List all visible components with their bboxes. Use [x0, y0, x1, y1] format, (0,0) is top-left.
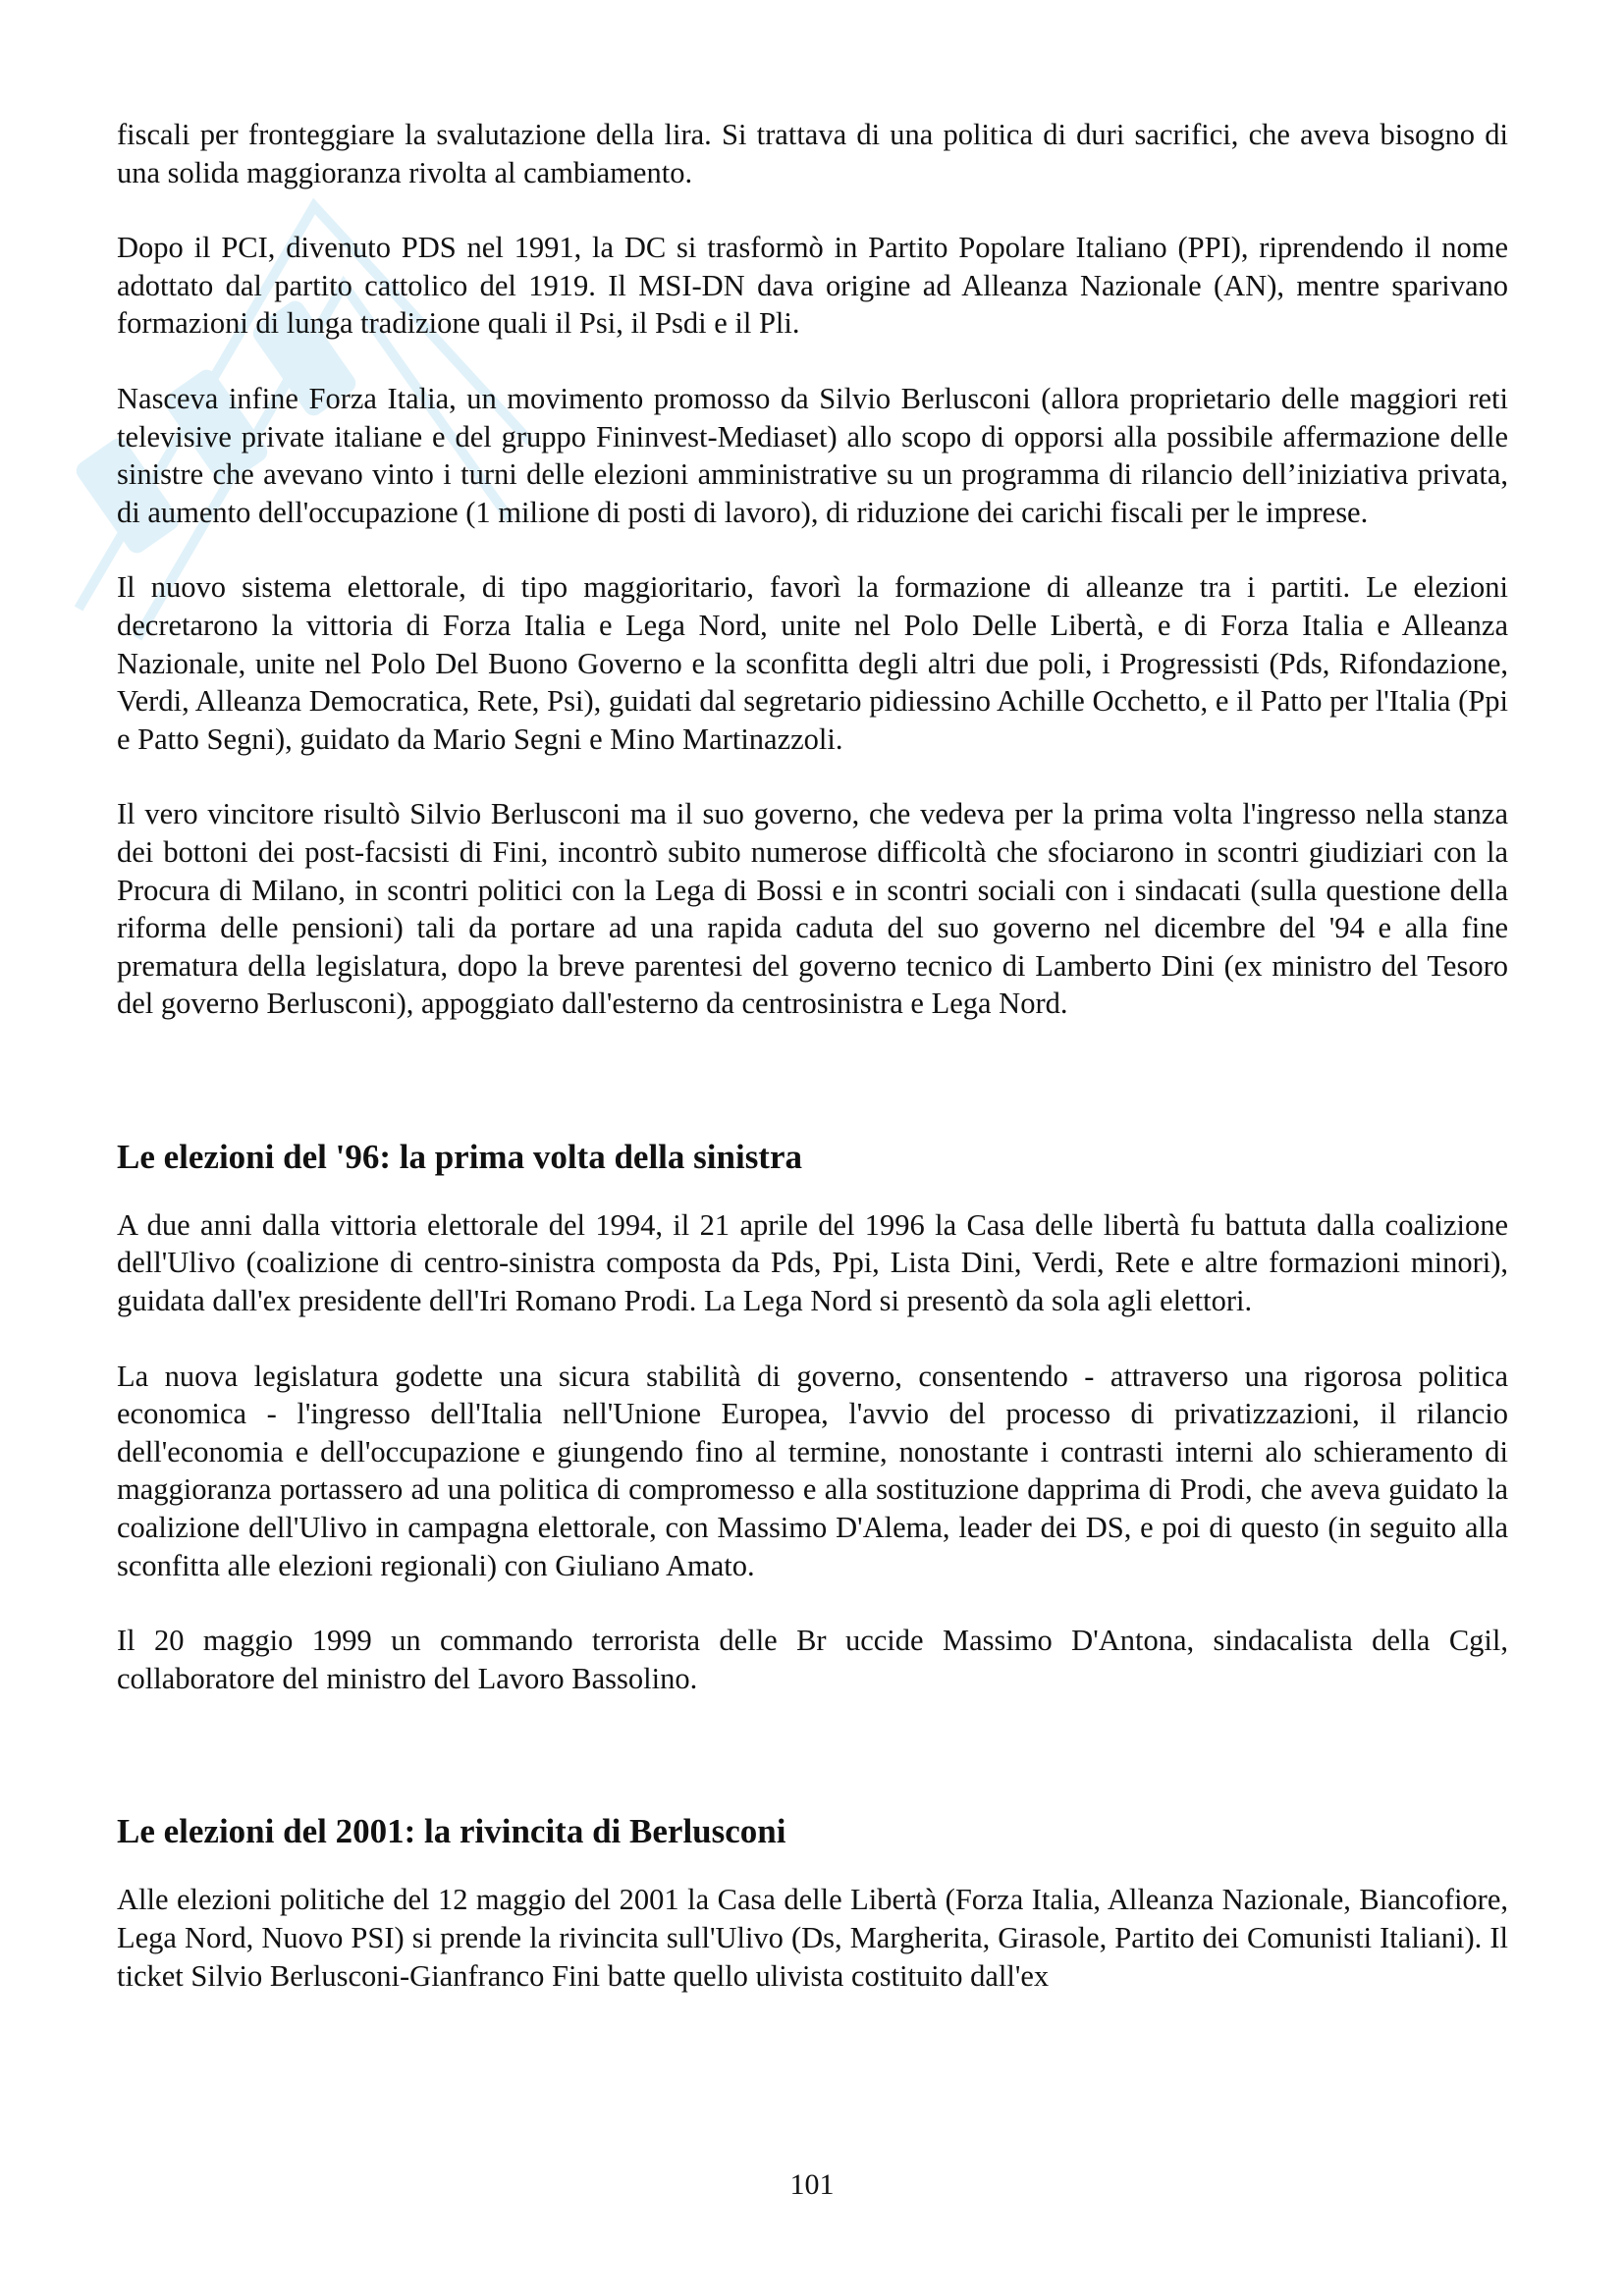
paragraph: Il vero vincitore risultò Silvio Berlusconi ma il suo governo, che vedeva per la prima volta l'ingresso nella stanza dei bottoni dei post-facsisti di Fini, incontrò subito numerose difficoltà che sfociarono in scontri giudiziari con la Procura di Milano, in scontri politici con la Lega di Bossi e in scontri sociali con i sindacati (sulla questione della riforma delle pensioni) tali da portare ad una rapida caduta del suo governo nel dicembre del '94 e alla fine prematura della legislatura, dopo la breve parentesi del governo tecnico di Lamberto Dini (ex ministro del Tesoro del governo Berlusconi), appoggiato dall'esterno da centrosinistra e Lega Nord.: [117, 797, 1508, 1021]
paragraph: Nasceva infine Forza Italia, un movimento promosso da Silvio Berlusconi (allora proprietario delle maggiori reti televisive private italiane e del gruppo Fininvest-Mediaset) allo scopo di opporsi alla possibile affermazione delle sinistre che avevano vinto i turni delle elezioni amministrative su un programma di rilancio dell’iniziativa privata, di aumento dell'occupazione (1 milione di posti di lavoro), di riduzione dei carichi fiscali per le imprese.: [117, 381, 1508, 529]
paragraph: La nuova legislatura godette una sicura stabilità di governo, consentendo - attraverso una rigorosa politica economica - l'ingresso dell'Italia nell'Unione Europea, l'avvio del processo di privatizzazioni, il rilancio dell'economia e dell'occupazione e giungendo fino al termine, nonostante i contrasti interni alo schieramento di maggioranza portassero ad una politica di compromesso e alla sostituzione dapprima di Prodi, che aveva guidato la coalizione dell'Ulivo in campagna elettorale, con Massimo D'Alema, leader dei DS, e poi di questo (in seguito alla sconfitta alle elezioni regionali) con Giuliano Amato.: [117, 1359, 1508, 1582]
page-number: 101: [789, 2168, 835, 2201]
paragraph: Il nuovo sistema elettorale, di tipo maggioritario, favorì la formazione di alleanze tra i partiti. Le elezioni decretarono la vittoria di Forza Italia e Lega Nord, unite nel Polo Delle Libertà, e di Forza Italia e Alleanza Nazionale, unite nel Polo Del Buono Governo e la sconfitta degli altri due poli, i Progressisti (Pds, Rifondazione, Verdi, Alleanza Democratica, Rete, Psi), guidati dal segretario pidiessino Achille Occhetto, e il Patto per l'Italia (Ppi e Patto Segni), guidato da Mario Segni e Mino Martinazzoli.: [117, 570, 1508, 756]
section-heading-2001: Le elezioni del 2001: la rivincita di Berlusconi: [117, 1812, 786, 1851]
paragraph: Dopo il PCI, divenuto PDS nel 1991, la DC si trasformò in Partito Popolare Italiano (PPI), riprendendo il nome adottato dal partito cattolico del 1919. Il MSI-DN dava origine ad Alleanza Nazionale (AN), mentre sparivano formazioni di lunga tradizione quali il Psi, il Psdi e il Pli.: [117, 231, 1508, 341]
paragraph: Il 20 maggio 1999 un commando terrorista delle Br uccide Massimo D'Antona, sindacalista della Cgil, collaboratore del ministro del Lavoro Bassolino.: [117, 1624, 1508, 1695]
paragraph: Alle elezioni politiche del 12 maggio del 2001 la Casa delle Libertà (Forza Italia, Alleanza Nazionale, Biancofiore, Lega Nord, Nuovo PSI) si prende la rivincita sull'Ulivo (Ds, Margherita, Girasole, Partito dei Comunisti Italiani). Il ticket Silvio Berlusconi-Gianfranco Fini batte quello ulivista costituito dall'ex: [117, 1883, 1508, 1993]
paragraph: fiscali per fronteggiare la svalutazione della lira. Si trattava di una politica di duri sacrifici, che aveva bisogno di una solida maggioranza rivolta al cambiamento.: [117, 118, 1508, 189]
paragraph: A due anni dalla vittoria elettorale del 1994, il 21 aprile del 1996 la Casa delle libertà fu battuta dalla coalizione dell'Ulivo (coalizione di centro-sinistra composta da Pds, Ppi, Lista Dini, Verdi, Rete e altre formazioni minori), guidata dall'ex presidente dell'Iri Romano Prodi. La Lega Nord si presentò da sola agli elettori.: [117, 1207, 1508, 1318]
document-body: [117, 116, 1508, 1995]
section-heading-96: Le elezioni del '96: la prima volta della sinistra: [117, 1137, 803, 1176]
